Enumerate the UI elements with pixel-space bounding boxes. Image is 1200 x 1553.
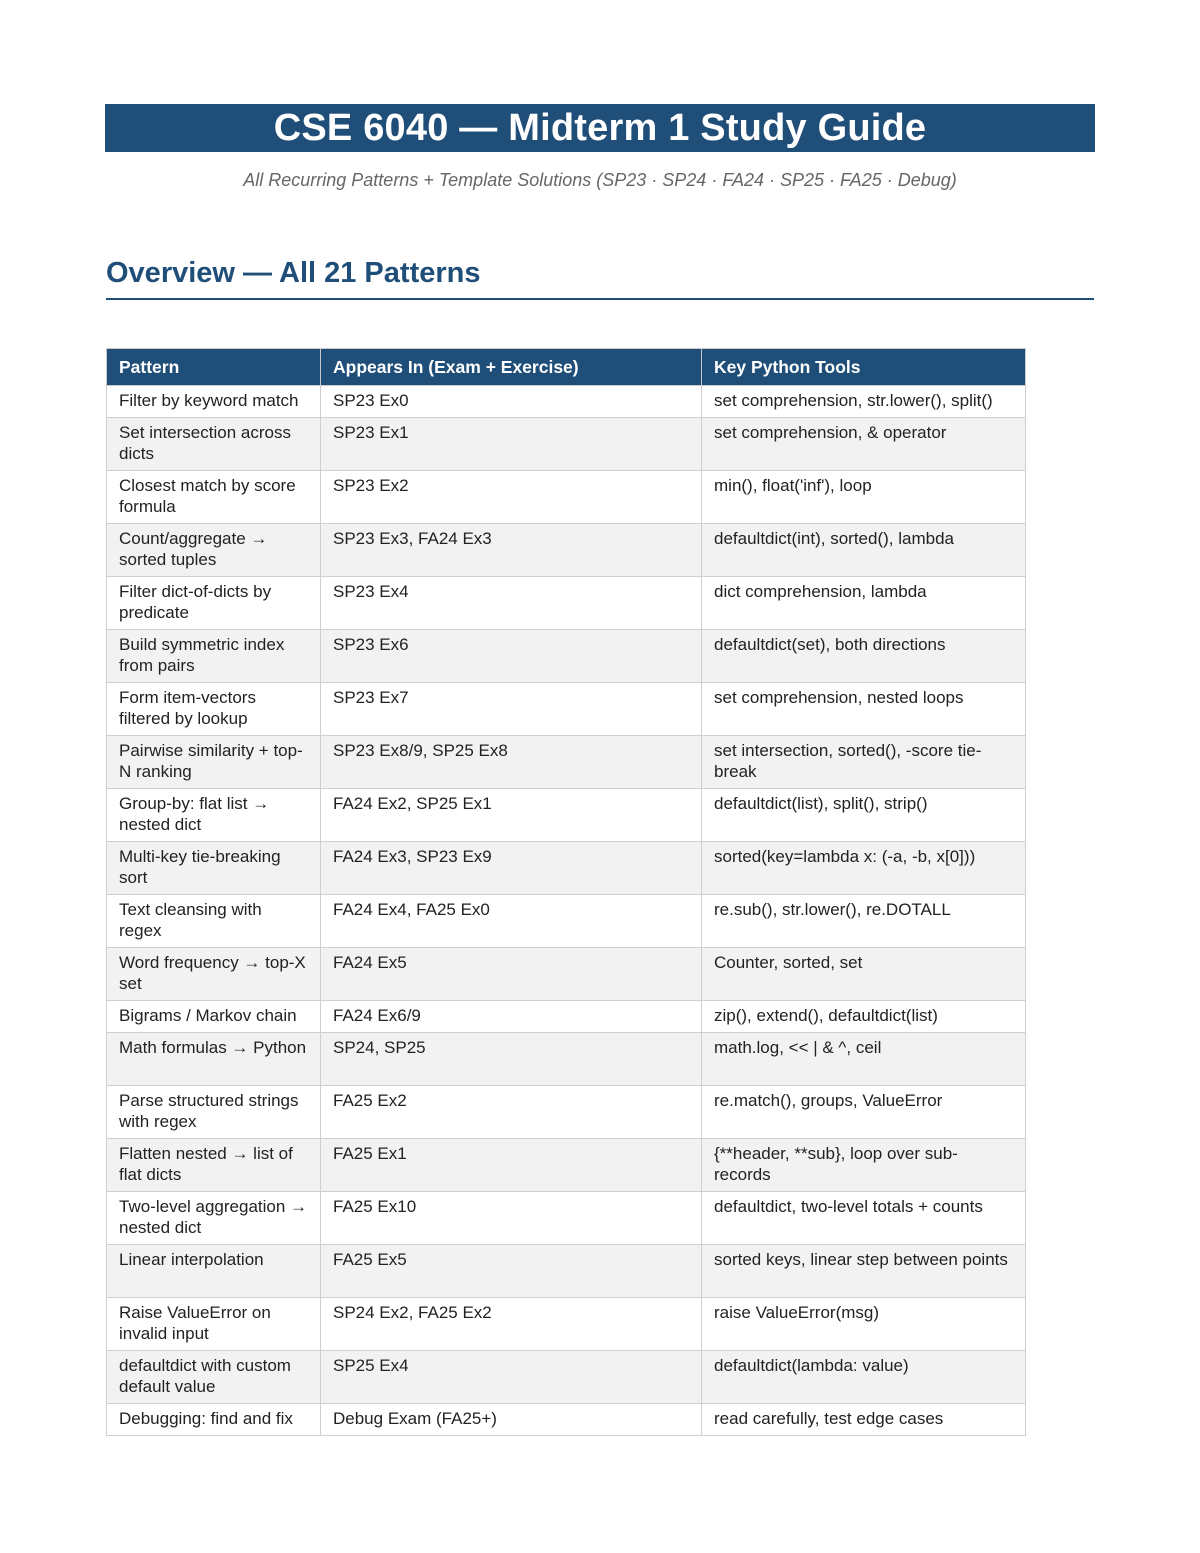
table-row: [107, 471, 1026, 524]
cell-key-tools: defaultdict(set), both directions: [702, 630, 1026, 683]
cell-key-tools: re.match(), groups, ValueError: [702, 1086, 1026, 1139]
cell-key-tools: defaultdict(lambda: value): [702, 1351, 1026, 1404]
table-body: [107, 386, 1026, 1436]
cell-key-tools: sorted(key=lambda x: (-a, -b, x[0])): [702, 842, 1026, 895]
table-row: [107, 418, 1026, 471]
table-header-row: [107, 349, 1026, 386]
cell-appears-in: FA25 Ex1: [321, 1139, 702, 1192]
cell-pattern: Text cleansing with regex: [107, 895, 321, 948]
table-row: [107, 683, 1026, 736]
table-row: [107, 524, 1026, 577]
page-title: CSE 6040 — Midterm 1 Study Guide: [105, 104, 1095, 152]
cell-pattern: Linear interpolation: [107, 1245, 321, 1298]
table-row: [107, 1192, 1026, 1245]
cell-pattern: Debugging: find and fix: [107, 1404, 321, 1436]
cell-key-tools: zip(), extend(), defaultdict(list): [702, 1001, 1026, 1033]
cell-key-tools: sorted keys, linear step between points: [702, 1245, 1026, 1298]
cell-pattern: Math formulas → Python: [107, 1033, 321, 1086]
table-row: [107, 1404, 1026, 1436]
table-row: [107, 1086, 1026, 1139]
table-row: [107, 1001, 1026, 1033]
cell-pattern: defaultdict with custom default value: [107, 1351, 321, 1404]
cell-key-tools: set intersection, sorted(), -score tie-break: [702, 736, 1026, 789]
cell-key-tools: set comprehension, nested loops: [702, 683, 1026, 736]
cell-appears-in: FA24 Ex3, SP23 Ex9: [321, 842, 702, 895]
cell-pattern: Multi-key tie-breaking sort: [107, 842, 321, 895]
cell-pattern: Two-level aggregation → nested dict: [107, 1192, 321, 1245]
cell-pattern: Filter by keyword match: [107, 386, 321, 418]
cell-appears-in: FA25 Ex2: [321, 1086, 702, 1139]
table-row: [107, 1351, 1026, 1404]
cell-pattern: Parse structured strings with regex: [107, 1086, 321, 1139]
column-header-pattern: Pattern: [107, 349, 321, 386]
table-row: [107, 577, 1026, 630]
table-row: [107, 386, 1026, 418]
cell-appears-in: SP23 Ex4: [321, 577, 702, 630]
cell-key-tools: re.sub(), str.lower(), re.DOTALL: [702, 895, 1026, 948]
cell-key-tools: raise ValueError(msg): [702, 1298, 1026, 1351]
cell-key-tools: math.log, << | & ^, ceil: [702, 1033, 1026, 1086]
cell-pattern: Count/aggregate → sorted tuples: [107, 524, 321, 577]
table-row: [107, 842, 1026, 895]
cell-pattern: Pairwise similarity + top-N ranking: [107, 736, 321, 789]
cell-appears-in: SP25 Ex4: [321, 1351, 702, 1404]
cell-appears-in: Debug Exam (FA25+): [321, 1404, 702, 1436]
cell-pattern: Set intersection across dicts: [107, 418, 321, 471]
table-row: [107, 1033, 1026, 1086]
cell-appears-in: FA24 Ex4, FA25 Ex0: [321, 895, 702, 948]
cell-key-tools: set comprehension, & operator: [702, 418, 1026, 471]
cell-pattern: Filter dict-of-dicts by predicate: [107, 577, 321, 630]
table-row: [107, 630, 1026, 683]
table-row: [107, 948, 1026, 1001]
table-row: [107, 789, 1026, 842]
cell-key-tools: set comprehension, str.lower(), split(): [702, 386, 1026, 418]
cell-key-tools: defaultdict(list), split(), strip(): [702, 789, 1026, 842]
cell-key-tools: defaultdict(int), sorted(), lambda: [702, 524, 1026, 577]
cell-appears-in: SP24 Ex2, FA25 Ex2: [321, 1298, 702, 1351]
cell-key-tools: defaultdict, two-level totals + counts: [702, 1192, 1026, 1245]
cell-appears-in: SP23 Ex8/9, SP25 Ex8: [321, 736, 702, 789]
cell-pattern: Bigrams / Markov chain: [107, 1001, 321, 1033]
cell-pattern: Build symmetric index from pairs: [107, 630, 321, 683]
cell-key-tools: min(), float('inf'), loop: [702, 471, 1026, 524]
cell-appears-in: SP23 Ex3, FA24 Ex3: [321, 524, 702, 577]
cell-pattern: Word frequency → top-X set: [107, 948, 321, 1001]
cell-key-tools: {**header, **sub}, loop over sub-records: [702, 1139, 1026, 1192]
cell-appears-in: SP23 Ex1: [321, 418, 702, 471]
cell-appears-in: SP23 Ex7: [321, 683, 702, 736]
column-header-appears-in: Appears In (Exam + Exercise): [321, 349, 702, 386]
cell-appears-in: SP23 Ex6: [321, 630, 702, 683]
table-row: [107, 895, 1026, 948]
column-header-key-tools: Key Python Tools: [702, 349, 1026, 386]
table-row: [107, 1139, 1026, 1192]
patterns-table: [106, 348, 1026, 1436]
cell-pattern: Flatten nested → list of flat dicts: [107, 1139, 321, 1192]
cell-appears-in: SP23 Ex2: [321, 471, 702, 524]
cell-appears-in: FA24 Ex6/9: [321, 1001, 702, 1033]
cell-appears-in: FA24 Ex2, SP25 Ex1: [321, 789, 702, 842]
cell-key-tools: read carefully, test edge cases: [702, 1404, 1026, 1436]
page-subtitle: All Recurring Patterns + Template Solutions (SP23 · SP24 · FA24 · SP25 · FA25 · Debug): [243, 170, 957, 190]
cell-pattern: Form item-vectors filtered by lookup: [107, 683, 321, 736]
cell-pattern: Closest match by score formula: [107, 471, 321, 524]
section-heading: Overview — All 21 Patterns: [106, 257, 1094, 300]
table-row: [107, 1245, 1026, 1298]
cell-appears-in: FA24 Ex5: [321, 948, 702, 1001]
cell-pattern: Group-by: flat list → nested dict: [107, 789, 321, 842]
cell-appears-in: SP23 Ex0: [321, 386, 702, 418]
cell-key-tools: dict comprehension, lambda: [702, 577, 1026, 630]
cell-pattern: Raise ValueError on invalid input: [107, 1298, 321, 1351]
cell-appears-in: SP24, SP25: [321, 1033, 702, 1086]
cell-appears-in: FA25 Ex10: [321, 1192, 702, 1245]
cell-appears-in: FA25 Ex5: [321, 1245, 702, 1298]
table-row: [107, 736, 1026, 789]
cell-key-tools: Counter, sorted, set: [702, 948, 1026, 1001]
table-row: [107, 1298, 1026, 1351]
